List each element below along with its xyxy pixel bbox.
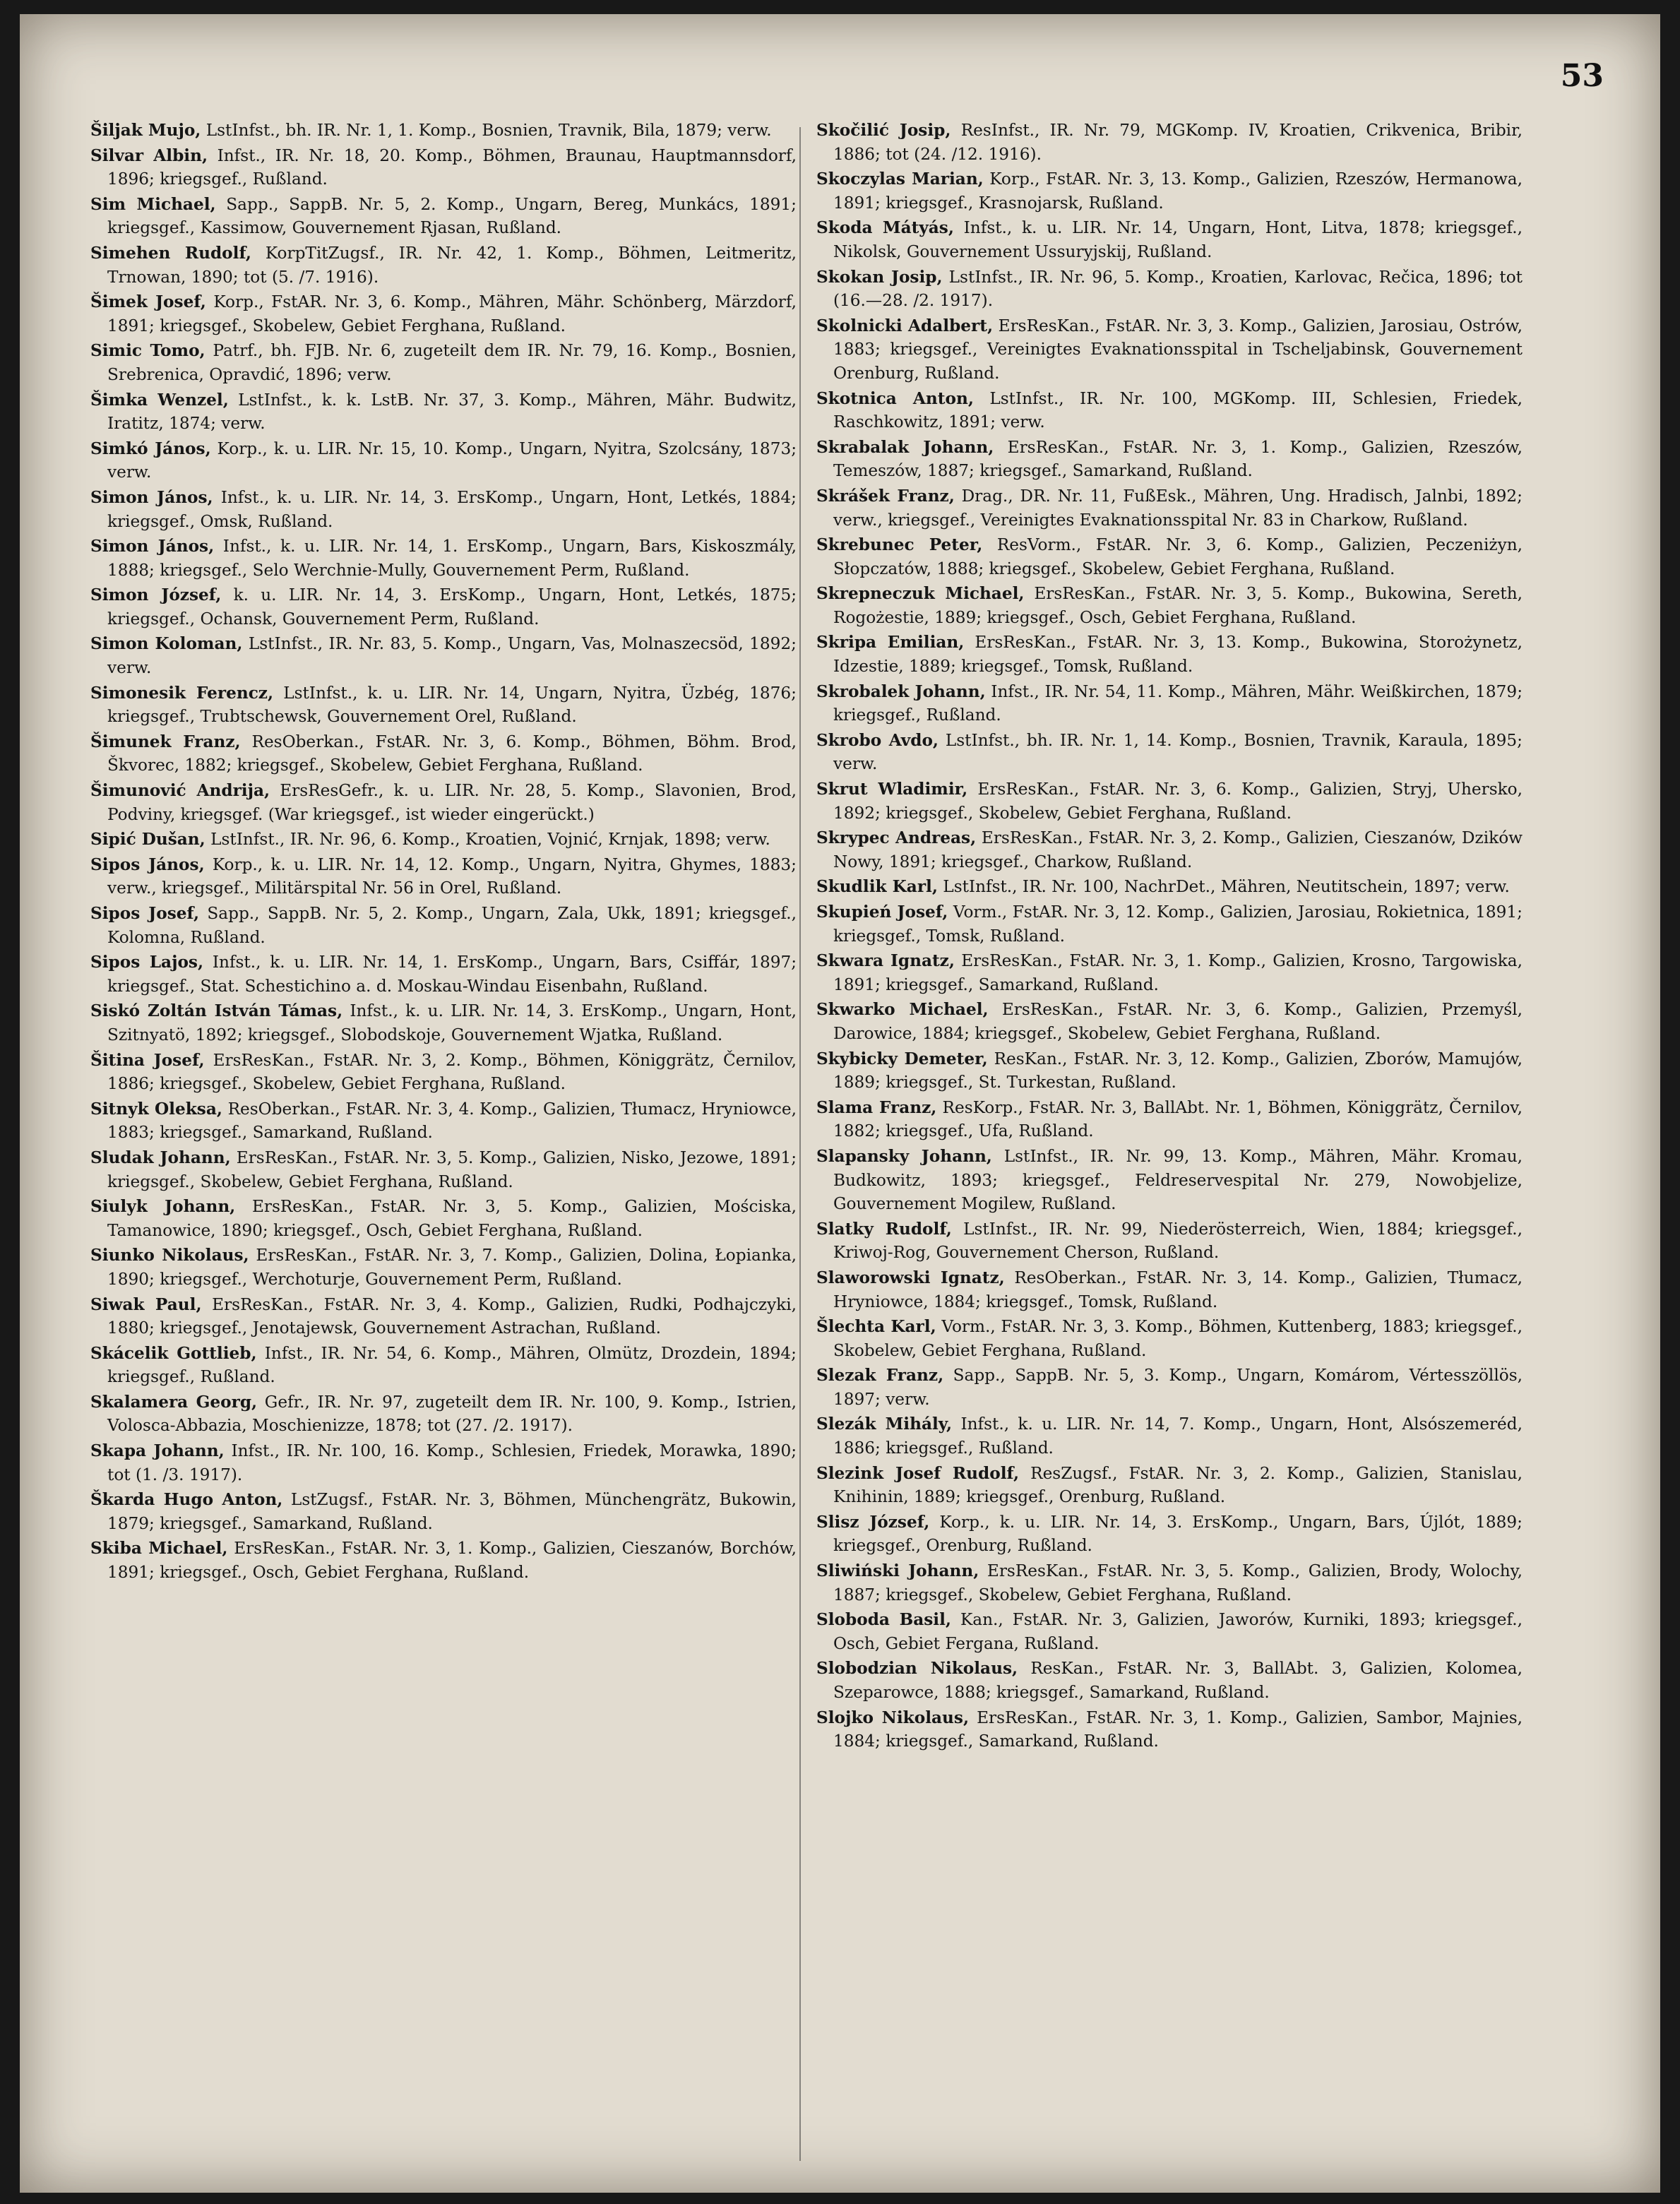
register-entry — [816, 1364, 1523, 1411]
register-entry — [90, 1195, 797, 1242]
register-entry — [90, 1537, 797, 1584]
entry-details: ErsResKan., FstAR. Nr. 3, 7. Komp., Galizien, Dolina, Łopianka, 1890; kriegsgef., Werchoturje, Gouvernement Perm, Rußland. — [107, 1246, 797, 1289]
entry-details: Sapp., SappB. Nr. 5, 2. Komp., Ungarn, Bereg, Munkács, 1891; kriegsgef., Kassimow, Gouvernement Rjasan, Rußland. — [107, 194, 797, 238]
entry-name: Silvar Albin, — [90, 145, 208, 165]
register-entry — [816, 998, 1523, 1045]
register-entry — [816, 826, 1523, 874]
entry-details: Korp., k. u. LIR. Nr. 15, 10. Komp., Ungarn, Nyitra, Szolcsány, 1873; verw. — [107, 439, 797, 482]
register-entry — [90, 242, 797, 289]
register-entry — [816, 1462, 1523, 1509]
entry-name: Siulyk Johann, — [90, 1197, 236, 1217]
entry-details: LstInfst., IR. Nr. 100, NachrDet., Mähren, Neutitschein, 1897; verw. — [943, 877, 1510, 897]
register-entry — [90, 1293, 797, 1340]
entry-details: ErsResKan., FstAR. Nr. 3, 5. Komp., Galizien, Brody, Wolochy, 1887; kriegsgef., Skobelew, Gebiet Ferghana, Rußland. — [833, 1561, 1523, 1604]
register-entry — [90, 1097, 797, 1145]
entry-details: ErsResKan., FstAR. Nr. 3, 1. Komp., Galizien, Sambor, Majnies, 1884; kriegsgef., Samarkand, Rußland. — [833, 1708, 1523, 1751]
entry-details: ErsResKan., FstAR. Nr. 3, 6. Komp., Galizien, Przemyśl, Darowice, 1884; kriegsgef., Skobelew, Gebiet Ferghana, Rußland. — [833, 1000, 1523, 1043]
register-entry — [816, 1145, 1523, 1216]
entry-name: Slisz József, — [816, 1512, 930, 1532]
entry-details: ErsResKan., FstAR. Nr. 3, 1. Komp., Galizien, Krosno, Targowiska, 1891; kriegsgef., Samarkand, Rußland. — [833, 951, 1523, 994]
entry-details: Infst., IR. Nr. 54, 11. Komp., Mähren, Mähr. Weißkirchen, 1879; kriegsgef., Rußland. — [833, 681, 1523, 725]
entry-details: k. u. LIR. Nr. 14, 3. ErsKomp., Ungarn, Hont, Letkés, 1875; kriegsgef., Ochansk, Gouvernement Perm, Rußland. — [107, 585, 797, 629]
entry-name: Skrobo Avdo, — [816, 730, 939, 750]
entry-details: ErsResKan., FstAR. Nr. 3, 1. Komp., Galizien, Rzeszów, Temeszów, 1887; kriegsgef., Samarkand, Rußland. — [833, 437, 1523, 481]
entry-name: Skrepneczuk Michael, — [816, 584, 1025, 604]
entry-details: Vorm., FstAR. Nr. 3, 3. Komp., Böhmen, Kuttenberg, 1883; kriegsgef., Skobelew, Gebiet Ferghana, Rußland. — [833, 1317, 1523, 1360]
register-entry — [90, 437, 797, 484]
entry-name: Slaworowski Ignatz, — [816, 1268, 1005, 1287]
entry-name: Sim Michael, — [90, 194, 216, 214]
entry-name: Skwara Ignatz, — [816, 951, 955, 971]
entry-details: Infst., IR. Nr. 100, 16. Komp., Schlesien, Friedek, Morawka, 1890; tot (1. /3. 1917). — [107, 1441, 797, 1484]
register-entry — [816, 1315, 1523, 1362]
register-entry — [816, 582, 1523, 629]
entry-details: LstInfst., k. u. LIR. Nr. 14, Ungarn, Nyitra, Üzbég, 1876; kriegsgef., Trubtschewsk, Gouvernement Orel, Rußland. — [107, 683, 797, 727]
entry-name: Slezak Franz, — [816, 1366, 944, 1386]
register-entry — [816, 1706, 1523, 1753]
entry-details: LstInfst., k. k. LstB. Nr. 37, 3. Komp., Mähren, Mähr. Budwitz, Iratitz, 1874; verw. — [107, 390, 797, 434]
entry-name: Slojko Nikolaus, — [816, 1708, 970, 1727]
register-entry — [90, 853, 797, 900]
entry-details: Korp., k. u. LIR. Nr. 14, 3. ErsKomp., Ungarn, Bars, Újlót, 1889; kriegsgef., Orenburg, Rußland. — [833, 1512, 1523, 1556]
entry-name: Skrut Wladimir, — [816, 780, 968, 799]
entry-details: ErsResKan., FstAR. Nr. 3, 6. Komp., Galizien, Stryj, Uhersko, 1892; kriegsgef., Skobelew, Gebiet Ferghana, Rußland. — [833, 780, 1523, 823]
register-entry — [816, 387, 1523, 434]
register-entry — [816, 875, 1523, 899]
entry-details: LstInfst., IR. Nr. 96, 6. Komp., Kroatien, Vojnić, Krnjak, 1898; verw. — [210, 830, 770, 850]
entry-name: Simehen Rudolf, — [90, 243, 251, 263]
entry-details: Vorm., FstAR. Nr. 3, 12. Komp., Galizien, Jarosiau, Rokietnica, 1891; kriegsgef., Tomsk, Rußland. — [833, 903, 1523, 946]
register-entry — [816, 778, 1523, 825]
entry-name: Skalamera Georg, — [90, 1392, 258, 1412]
entry-details: ErsResKan., FstAR. Nr. 3, 13. Komp., Bukowina, Storożynetz, Idzestie, 1889; kriegsgef., Tomsk, Rußland. — [833, 633, 1523, 677]
entry-name: Skwarko Michael, — [816, 1000, 989, 1020]
entry-name: Šitina Josef, — [90, 1050, 205, 1070]
entry-name: Slama Franz, — [816, 1097, 937, 1117]
entry-name: Skolnicki Adalbert, — [816, 316, 994, 335]
entry-name: Simon József, — [90, 585, 222, 605]
entry-details: LstInfst., bh. IR. Nr. 1, 14. Komp., Bosnien, Travnik, Karaula, 1895; verw. — [833, 730, 1523, 774]
entry-details: Patrf., bh. FJB. Nr. 6, zugeteilt dem IR. Nr. 79, 16. Komp., Bosnien, Srebrenica, Opravdić, 1896; verw. — [107, 341, 797, 384]
entry-name: Simkó János, — [90, 439, 211, 458]
register-entry — [90, 1146, 797, 1193]
entry-details: ErsResKan., FstAR. Nr. 3, 1. Komp., Galizien, Cieszanów, Borchów, 1891; kriegsgef., Osch, Gebiet Ferghana, Rußland. — [107, 1539, 797, 1583]
entry-details: ResVorm., FstAR. Nr. 3, 6. Komp., Galizien, Peczeniżyn, Słopczatów, 1888; kriegsgef., Skobelew, Gebiet Ferghana, Rußland. — [833, 535, 1523, 578]
register-entry — [816, 167, 1523, 215]
entry-details: Korp., FstAR. Nr. 3, 13. Komp., Galizien, Rzeszów, Hermanowa, 1891; kriegsgef., Krasnojarsk, Rußland. — [833, 169, 1523, 213]
entry-name: Sipos Lajos, — [90, 953, 204, 972]
entry-details: Infst., k. u. LIR. Nr. 14, 1. ErsKomp., Ungarn, Bars, Kiskoszmály, 1888; kriegsgef., Selo Werchnie-Mully, Gouvernement Perm, Rußland. — [107, 537, 797, 580]
register-entry — [90, 1049, 797, 1096]
entry-name: Skybicky Demeter, — [816, 1049, 988, 1068]
entry-name: Siskó Zoltán István Támas, — [90, 1001, 343, 1021]
register-entry — [816, 1657, 1523, 1704]
register-entry — [816, 119, 1523, 166]
register-entry — [816, 680, 1523, 727]
register-entry — [90, 144, 797, 191]
document-page — [20, 14, 1660, 2193]
entry-name: Simon János, — [90, 537, 215, 556]
entry-details: Korp., FstAR. Nr. 3, 6. Komp., Mähren, Mähr. Schönberg, Märzdorf, 1891; kriegsgef., Skobelew, Gebiet Ferghana, Rußland. — [107, 292, 797, 335]
entry-details: LstInfst., IR. Nr. 96, 5. Komp., Kroatien, Karlovac, Rečica, 1896; tot (16.—28. /2. 1917). — [833, 267, 1523, 311]
entry-name: Šimka Wenzel, — [90, 390, 229, 410]
entry-name: Skotnica Anton, — [816, 388, 974, 408]
entry-name: Siwak Paul, — [90, 1294, 202, 1314]
entry-details: Infst., IR. Nr. 54, 6. Komp., Mähren, Olmütz, Drozdein, 1894; kriegsgef., Rußland. — [107, 1343, 797, 1387]
register-entry — [816, 1511, 1523, 1558]
entry-details: ResInfst., IR. Nr. 79, MGKomp. IV, Kroatien, Crikvenica, Bribir, 1886; tot (24. /12. 1916). — [833, 121, 1523, 164]
register-entry — [816, 266, 1523, 313]
register-entry — [90, 1390, 797, 1438]
register-entry — [816, 1217, 1523, 1265]
entry-details: LstInfst., IR. Nr. 99, 13. Komp., Mähren, Mähr. Kromau, Budkowitz, 1893; kriegsgef., Feldreservespital Nr. 279, Nowobjelize, Gouvernement Mogilew, Rußland. — [833, 1146, 1523, 1214]
entry-name: Šimek Josef, — [90, 292, 206, 312]
entry-details: ErsResGefr., k. u. LIR. Nr. 28, 5. Komp., Slavonien, Brod, Podviny, kriegsgef. (War kriegsgef., ist wieder eingerückt.) — [107, 781, 797, 824]
entry-name: Skapa Johann, — [90, 1441, 225, 1461]
entry-details: Drag., DR. Nr. 11, FußEsk., Mähren, Ung. Hradisch, Jalnbi, 1892; verw., kriegsgef., Vereinigtes Evaknationsspital Nr. 83 in Charkow, Rußland. — [833, 486, 1523, 530]
register-entry — [90, 119, 797, 143]
register-entry — [816, 1047, 1523, 1095]
entry-name: Sitnyk Oleksa, — [90, 1099, 222, 1119]
entry-details: LstInfst., IR. Nr. 99, Niederösterreich, Wien, 1884; kriegsgef., Kriwoj-Rog, Gouvernement Cherson, Rußland. — [833, 1219, 1523, 1263]
entry-details: KorpTitZugsf., IR. Nr. 42, 1. Komp., Böhmen, Leitmeritz, Trnowan, 1890; tot (5. /7. 1916). — [107, 243, 797, 287]
entry-details: ErsResKan., FstAR. Nr. 3, 4. Komp., Galizien, Rudki, Podhajczyki, 1880; kriegsgef., Jenotajewsk, Gouvernement Astrachan, Rußland. — [107, 1294, 797, 1338]
entry-details: ErsResKan., FstAR. Nr. 3, 5. Komp., Galizien, Mościska, Tamanowice, 1890; kriegsgef., Osch, Gebiet Ferghana, Rußland. — [107, 1197, 797, 1240]
register-entry — [816, 1608, 1523, 1655]
register-entry — [90, 1244, 797, 1291]
entry-details: ErsResKan., FstAR. Nr. 3, 5. Komp., Galizien, Nisko, Jezowe, 1891; kriegsgef., Skobelew, Gebiet Ferghana, Rußland. — [107, 1148, 797, 1191]
entry-details: Infst., k. u. LIR. Nr. 14, 3. ErsKomp., Ungarn, Hont, Letkés, 1884; kriegsgef., Omsk, Rußland. — [107, 487, 797, 531]
entry-details: ResKan., FstAR. Nr. 3, BallAbt. 3, Galizien, Kolomea, Szeparowce, 1888; kriegsgef., Samarkand, Rußland. — [833, 1659, 1523, 1702]
column-divider — [799, 127, 801, 2161]
entry-details: Infst., k. u. LIR. Nr. 14, 3. ErsKomp., Ungarn, Hont, Szitnyatö, 1892; kriegsgef., Slobodskoje, Gouvernement Wjatka, Rußland. — [107, 1001, 797, 1044]
register-entry — [90, 339, 797, 386]
entry-name: Skupień Josef, — [816, 903, 948, 922]
register-entry — [90, 535, 797, 582]
left-column — [90, 119, 797, 1586]
register-entry — [816, 949, 1523, 996]
entry-name: Sloboda Basil, — [816, 1610, 951, 1630]
register-entry — [90, 193, 797, 240]
entry-details: Infst., k. u. LIR. Nr. 14, Ungarn, Hont, Litva, 1878; kriegsgef., Nikolsk, Gouvernement Ussuryjskij, Rußland. — [833, 218, 1523, 261]
entry-name: Skiba Michael, — [90, 1539, 228, 1559]
entry-name: Skrebunec Peter, — [816, 535, 983, 555]
entry-name: Skočilić Josip, — [816, 121, 951, 140]
register-entry — [816, 1266, 1523, 1314]
entry-details: Gefr., IR. Nr. 97, zugeteilt dem IR. Nr. 100, 9. Komp., Istrien, Volosca-Abbazia, Moschienizze, 1878; tot (27. /2. 1917). — [107, 1392, 797, 1436]
entry-details: LstInfst., IR. Nr. 100, MGKomp. III, Schlesien, Friedek, Raschkowitz, 1891; verw. — [833, 388, 1523, 432]
entry-name: Sipos János, — [90, 854, 205, 874]
register-entry — [816, 484, 1523, 532]
register-entry — [90, 999, 797, 1047]
entry-details: Infst., IR. Nr. 18, 20. Komp., Böhmen, Braunau, Hauptmannsdorf, 1896; kriegsgef., Rußland. — [107, 145, 797, 189]
entry-details: Sapp., SappB. Nr. 5, 2. Komp., Ungarn, Zala, Ukk, 1891; kriegsgef., Kolomna, Rußland. — [107, 904, 797, 947]
entry-name: Sipos Josef, — [90, 904, 200, 923]
register-entry — [90, 290, 797, 338]
entry-name: Slatky Rudolf, — [816, 1219, 952, 1239]
register-entry — [90, 486, 797, 533]
entry-name: Sludak Johann, — [90, 1148, 231, 1167]
register-entry — [90, 583, 797, 631]
register-entry — [90, 828, 797, 852]
entry-details: ErsResKan., FstAR. Nr. 3, 3. Komp., Galizien, Jarosiau, Ostrów, 1883; kriegsgef., Vereinigtes Evaknationsspital in Tscheljabinsk, Gouvernement Orenburg, Rußland. — [833, 316, 1523, 383]
register-entry — [90, 902, 797, 949]
entry-details: ResKan., FstAR. Nr. 3, 12. Komp., Galizien, Zborów, Mamujów, 1889; kriegsgef., St. Turkestan, Rußland. — [833, 1049, 1523, 1092]
register-entry — [816, 1096, 1523, 1143]
entry-details: Kan., FstAR. Nr. 3, Galizien, Jaworów, Kurniki, 1893; kriegsgef., Osch, Gebiet Fergana, Rußland. — [833, 1610, 1523, 1653]
entry-name: Skrypec Andreas, — [816, 828, 977, 848]
entry-name: Šlechta Karl, — [816, 1317, 936, 1337]
entry-details: Infst., k. u. LIR. Nr. 14, 7. Komp., Ungarn, Hont, Alsószemeréd, 1886; kriegsgef., Rußland. — [833, 1414, 1523, 1458]
register-entry — [90, 388, 797, 436]
entry-name: Sliwiński Johann, — [816, 1561, 979, 1581]
register-entry — [816, 436, 1523, 483]
register-entry — [90, 1439, 797, 1487]
entry-name: Simon János, — [90, 487, 213, 507]
entry-name: Simonesik Ferencz, — [90, 683, 274, 703]
entry-details: ErsResKan., FstAR. Nr. 3, 2. Komp., Böhmen, Königgrätz, Černilov, 1886; kriegsgef., Skobelew, Gebiet Ferghana, Rußland. — [107, 1050, 797, 1094]
entry-details: LstInfst., bh. IR. Nr. 1, 1. Komp., Bosnien, Travnik, Bila, 1879; verw. — [205, 121, 772, 140]
entry-name: Skácelik Gottlieb, — [90, 1343, 257, 1363]
register-entry — [816, 631, 1523, 678]
entry-details: ResZugsf., FstAR. Nr. 3, 2. Komp., Galizien, Stanislau, Knihinin, 1889; kriegsgef., Orenburg, Rußland. — [833, 1463, 1523, 1507]
right-column — [816, 119, 1523, 1755]
entry-name: Šimunović Andrija, — [90, 781, 270, 801]
entry-details: ErsResKan., FstAR. Nr. 3, 5. Komp., Bukowina, Sereth, Rogożestie, 1889; kriegsgef., Osch, Gebiet Ferghana, Rußland. — [833, 584, 1523, 627]
register-entry — [90, 632, 797, 679]
entry-name: Slobodzian Nikolaus, — [816, 1659, 1018, 1679]
entry-name: Slapansky Johann, — [816, 1146, 992, 1166]
entry-name: Skrabalak Johann, — [816, 437, 994, 457]
register-entry — [90, 730, 797, 778]
register-entry — [816, 1412, 1523, 1460]
entry-name: Sipić Dušan, — [90, 830, 205, 850]
entry-name: Šimunek Franz, — [90, 732, 241, 751]
entry-details: ResKorp., FstAR. Nr. 3, BallAbt. Nr. 1, Böhmen, Königgrätz, Černilov, 1882; kriegsgef., Ufa, Rußland. — [833, 1097, 1523, 1141]
entry-details: LstZugsf., FstAR. Nr. 3, Böhmen, Münchengrätz, Bukowin, 1879; kriegsgef., Samarkand, Rußland. — [107, 1490, 797, 1533]
entry-name: Slezink Josef Rudolf, — [816, 1463, 1020, 1483]
register-entry — [816, 900, 1523, 948]
entry-name: Šiljak Mujo, — [90, 121, 201, 140]
entry-name: Skokan Josip, — [816, 267, 943, 287]
entry-name: Slezák Mihály, — [816, 1414, 953, 1434]
register-entry — [90, 1342, 797, 1389]
register-entry — [816, 1559, 1523, 1607]
register-entry — [90, 681, 797, 729]
entry-details: ResOberkan., FstAR. Nr. 3, 4. Komp., Galizien, Tłumacz, Hryniowce, 1883; kriegsgef., Samarkand, Rußland. — [107, 1099, 797, 1143]
register-entry — [90, 1488, 797, 1535]
register-entry — [816, 216, 1523, 263]
entry-name: Simic Tomo, — [90, 341, 205, 361]
page-number: 53 — [1560, 58, 1604, 94]
entry-name: Siunko Nikolaus, — [90, 1246, 249, 1265]
register-entry — [90, 951, 797, 998]
entry-details: ResOberkan., FstAR. Nr. 3, 6. Komp., Böhmen, Böhm. Brod, Škvorec, 1882; kriegsgef., Skobelew, Gebiet Ferghana, Rußland. — [107, 732, 797, 775]
entry-name: Skoczylas Marian, — [816, 169, 984, 189]
entry-details: Infst., k. u. LIR. Nr. 14, 1. ErsKomp., Ungarn, Bars, Csiffár, 1897; kriegsgef., Stat. Schestichino a. d. Moskau-Windau Eisenbahn, Rußland. — [107, 953, 797, 996]
entry-name: Skudlik Karl, — [816, 877, 938, 897]
entry-details: ErsResKan., FstAR. Nr. 3, 2. Komp., Galizien, Cieszanów, Dzików Nowy, 1891; kriegsgef., Charkow, Rußland. — [833, 828, 1523, 871]
entry-name: Skripa Emilian, — [816, 633, 965, 653]
entry-details: Korp., k. u. LIR. Nr. 14, 12. Komp., Ungarn, Nyitra, Ghymes, 1883; verw., kriegsgef., Militärspital Nr. 56 in Orel, Rußland. — [107, 854, 797, 898]
entry-details: LstInfst., IR. Nr. 83, 5. Komp., Ungarn, Vas, Molnaszecsöd, 1892; verw. — [107, 634, 797, 678]
entry-name: Skoda Mátyás, — [816, 218, 954, 238]
register-entry — [816, 729, 1523, 776]
register-entry — [816, 533, 1523, 580]
entry-name: Skrášek Franz, — [816, 486, 955, 506]
entry-details: ResOberkan., FstAR. Nr. 3, 14. Komp., Galizien, Tłumacz, Hryniowce, 1884; kriegsgef., Tomsk, Rußland. — [833, 1268, 1523, 1311]
register-entry — [90, 779, 797, 826]
entry-name: Skrobalek Johann, — [816, 681, 986, 701]
entry-name: Škarda Hugo Anton, — [90, 1490, 283, 1510]
entry-details: Sapp., SappB. Nr. 5, 3. Komp., Ungarn, Komárom, Vértesszöllös, 1897; verw. — [833, 1366, 1523, 1409]
register-entry — [816, 314, 1523, 386]
entry-name: Simon Koloman, — [90, 634, 243, 654]
